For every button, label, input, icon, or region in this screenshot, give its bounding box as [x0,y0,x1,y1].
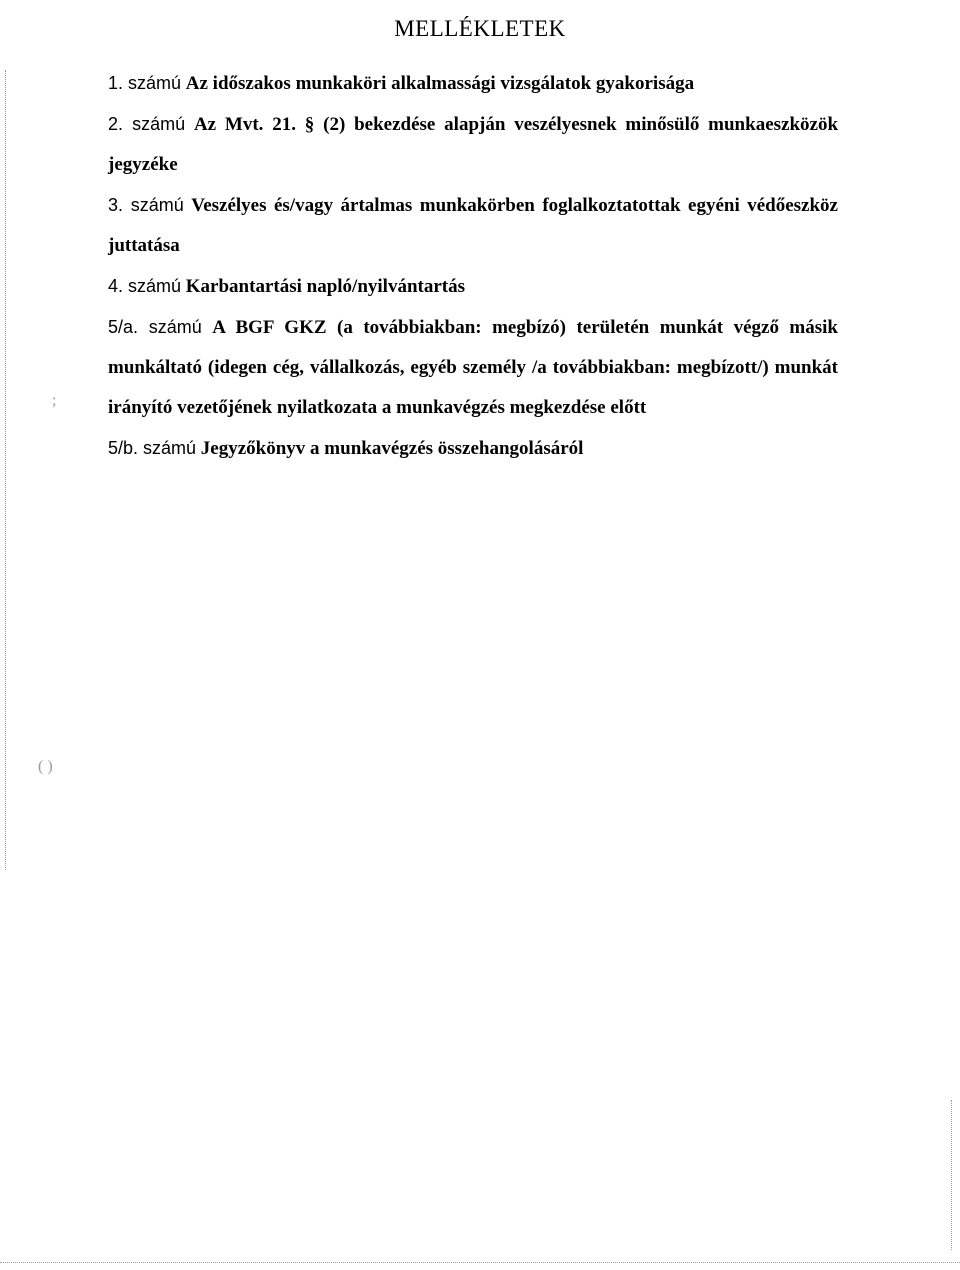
annex-item-5a [108,307,838,428]
annex-number: 2. számú [108,114,186,134]
annex-text: Karbantartási napló/nyilvántartás [185,276,466,297]
annex-item-4 [108,266,838,307]
scan-speck: ; [52,392,57,409]
annex-item-2 [108,104,838,185]
annex-number: 5/a. számú [108,317,202,337]
scan-bottom-line [0,1262,960,1263]
scan-speck: ( ) [38,758,53,775]
annex-text: Az Mvt. 21. § (2) bekezdése alapján veszélyesnek minősülő munkaeszközök jegyzéke [108,114,839,175]
annex-item-5b [108,428,838,469]
scan-edge-line-right [951,1100,952,1250]
annex-text: Az időszakos munkaköri alkalmassági vizsgálatok gyakorisága [185,73,695,94]
annex-text: Jegyzőkönyv a munkavégzés összehangolásáról [200,438,584,459]
annex-text: A BGF GKZ (a továbbiakban: megbízó) területén munkát végző másik munkáltató (idegen cég, vállalkozás, egyéb személy /a továbbiakban: megbízott/) munkát irányító vezetőjének nyilatkozata a munkavégzés megkezdése előtt [108,317,838,418]
annex-item-3 [108,185,838,266]
annex-list [108,63,838,469]
annex-number: 1. számú [108,73,182,93]
scan-edge-line [5,70,6,870]
page-title: MELLÉKLETEK [394,16,566,41]
annex-number: 5/b. számú [108,438,197,458]
annex-text: Veszélyes és/vagy ártalmas munkakörben foglalkoztatottak egyéni védőeszköz juttatása [108,195,838,256]
annex-number: 3. számú [108,195,184,215]
annex-number: 4. számú [108,276,182,296]
annex-item-1 [108,63,838,104]
